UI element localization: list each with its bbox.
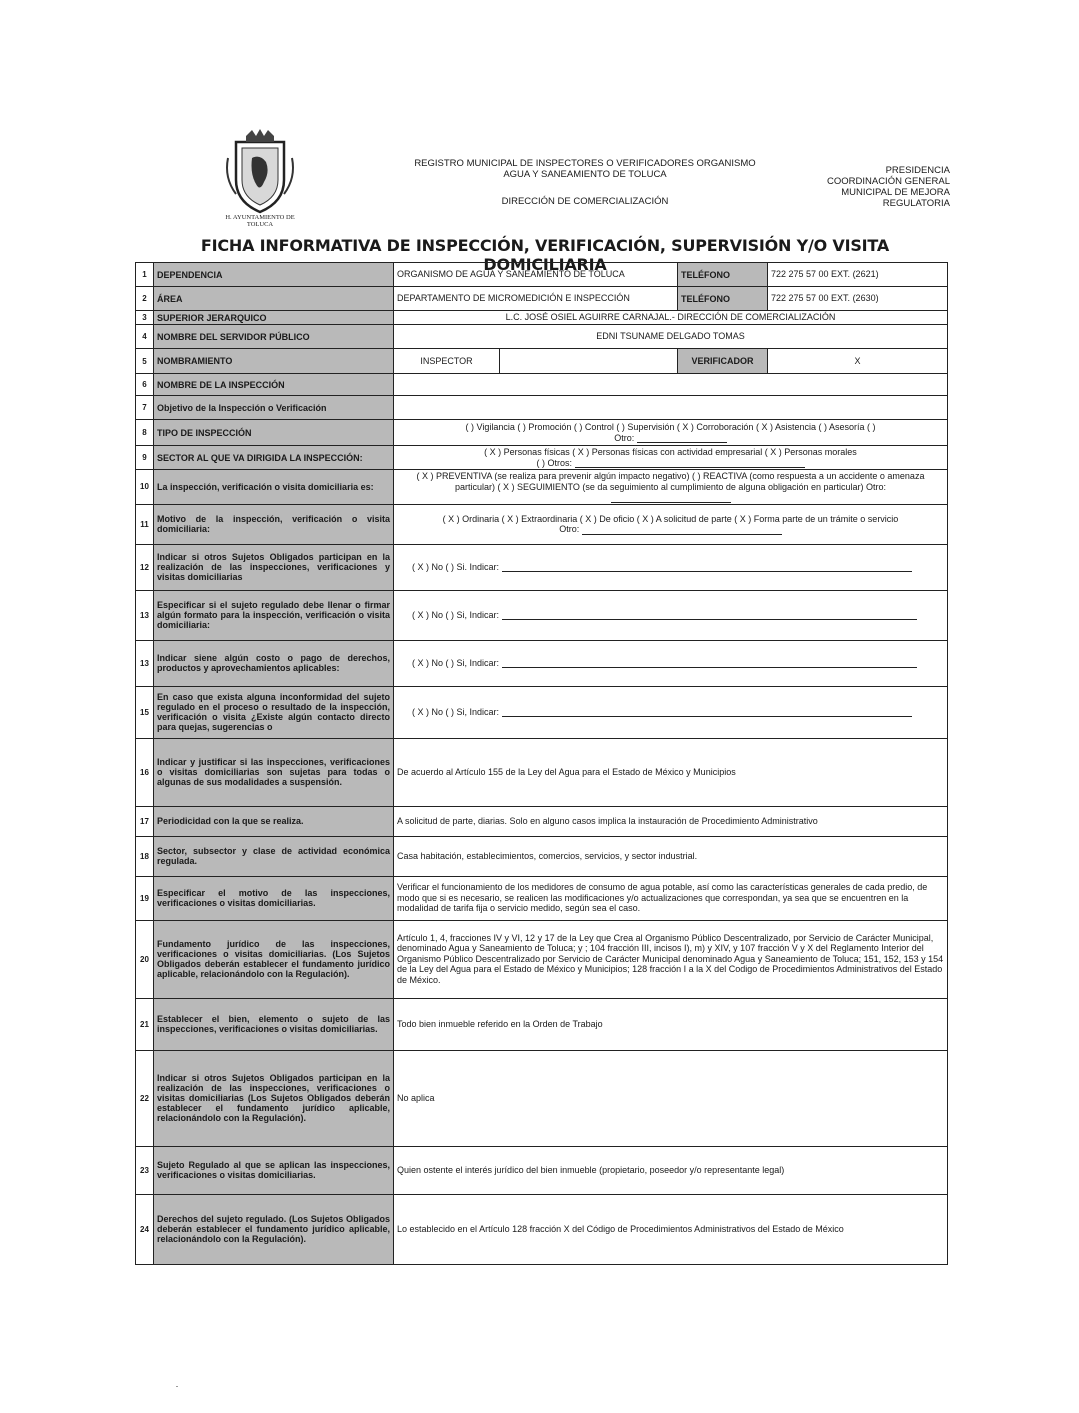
row-label: TIPO DE INSPECCIÓN	[154, 420, 394, 446]
inspection-motive-value: Verificar el funcionamiento de los medidores de consumo de agua potable, así como las características generales de cada predio, de modo que si es necesario, se realicen las modificaciones y/o actualizaciones que correspondan, ya sea que se encuentren en la modalidad de tarifa fija o servicio medido, según sea el caso.	[394, 876, 948, 920]
regulated-subject-value: Quien ostente el interés jurídico del bien inmueble (propietario, poseedor y/o representante legal)	[394, 1146, 948, 1194]
row-label: SECTOR AL QUE VA DIRIGIDA LA INSPECCIÓN:	[154, 446, 394, 470]
coordination-text: COORDINACIÓN GENERAL	[827, 176, 950, 187]
other-blank	[637, 433, 727, 443]
row-label: Indicar y justificar si las inspecciones, verificaciones o visitas domiciliarias son sujetas para todas o algunas de sus modalidades a suspensión.	[154, 738, 394, 806]
presidency-text: PRESIDENCIA	[885, 165, 950, 176]
registry-title: REGISTRO MUNICIPAL DE INSPECTORES O VERIFICADORES ORGANISMO	[414, 158, 756, 169]
inspection-type-value	[394, 420, 948, 446]
sector-options: ( X ) Personas físicas ( X ) Personas físicas con actividad empresarial ( X ) Personas morales	[484, 447, 857, 457]
row-label: Sector, subsector y clase de actividad económica regulada.	[154, 836, 394, 876]
phone-label: TELÉFONO	[678, 287, 768, 311]
direction-name: DIRECCIÓN DE COMERCIALIZACIÓN	[501, 196, 669, 207]
row-label: Fundamento jurídico de las inspecciones, verificaciones o visitas domiciliarias. (Los Sujetos Obligados deberán establecer el fundamento jurídico aplicable, relacionándolo con la Regulación).	[154, 920, 394, 998]
legal-basis-value: Artículo 1, 4, fracciones IV y VI, 12 y 17 de la Ley que Crea al Organismo Público Descentralizado, por Servicio de Carácter Municipal, denominado Agua y Saneamiento de Toluca; y ; 104 fracción III, incisos I), m) y XIV, y 107 fracción V y X del Reglamento Interior del Organismo Público Descentralizado por Servicio de Carácter Municipal denominado Agua y Saneamiento de Toluca; 151, 152, 153 y 154 de la Ley del Agua para el Estado de México y Municipios; 128 fracción I a la X del Codigo de Procedimientos Administrativos del Estado de México.	[394, 920, 948, 998]
table-row	[136, 544, 948, 590]
inspection-name-value	[394, 374, 948, 396]
row-number: 9	[136, 446, 154, 470]
scan-speck	[176, 1386, 178, 1387]
superior-value: L.C. JOSÉ OSIEL AGUIRRE CARNAJAL.- DIRECCIÓN DE COMERCIALIZACIÓN	[394, 311, 948, 325]
yes-no-options: ( X ) No ( ) Si, Indicar:	[412, 609, 500, 620]
row-label: Derechos del sujeto regulado. (Los Sujetos Obligados deberán establecer el fundamento jurídico aplicable, relacionándolo con la Regulación).	[154, 1194, 394, 1264]
row-number: 4	[136, 325, 154, 349]
area-value: DEPARTAMENTO DE MICROMEDICIÓN E INSPECCIÓN	[394, 287, 678, 311]
row-label: Periodicidad con la que se realiza.	[154, 806, 394, 836]
inspection-form-table	[135, 262, 948, 1265]
other-label: Otro:	[559, 524, 580, 534]
verifier-mark: X	[768, 349, 948, 374]
other-label: Otro:	[614, 432, 635, 443]
table-row	[136, 349, 948, 374]
row-number: 19	[136, 876, 154, 920]
row-number: 21	[136, 998, 154, 1050]
shield-icon	[222, 128, 298, 214]
row-label: NOMBRE DE LA INSPECCIÓN	[154, 374, 394, 396]
other-blank	[582, 525, 782, 535]
indicate-blank	[502, 707, 912, 717]
cost-value	[394, 640, 948, 686]
row-number: 17	[136, 806, 154, 836]
table-row	[136, 1146, 948, 1194]
row-label: SUPERIOR JERARQUICO	[154, 311, 394, 325]
table-row	[136, 311, 948, 325]
row-label: Indicar si otros Sujetos Obligados participan en la realización de las inspecciones, verificaciones o visitas domiciliarias (Los Sujetos Obligados deberán establecer el fundamento jurídico aplicable, relacionándolo con la Regulación).	[154, 1050, 394, 1146]
row-number: 13	[136, 590, 154, 640]
row-number: 18	[136, 836, 154, 876]
reason-options: ( X ) Ordinaria ( X ) Extraordinaria ( X ) De oficio ( X ) A solicitud de parte ( X ) Forma parte de un trámite o servicio	[442, 513, 899, 524]
row-number: 12	[136, 544, 154, 590]
table-row	[136, 325, 948, 349]
row-number: 1	[136, 263, 154, 287]
row-label: Indicar siene algún costo o pago de derechos, productos y aprovechamientos aplicables:	[154, 640, 394, 686]
page-title: FICHA INFORMATIVA DE INSPECCIÓN, VERIFICACIÓN, SUPERVISIÓN Y/O VISITA DOMICILIARIA	[200, 236, 890, 274]
document-header	[0, 0, 1079, 274]
sector-value	[394, 446, 948, 470]
sector-activity-value: Casa habitación, establecimientos, comercios, servicios, y sector industrial.	[394, 836, 948, 876]
row-label: DEPENDENCIA	[154, 263, 394, 287]
table-row	[136, 287, 948, 311]
dependency-value: ORGANISMO DE AGUA Y SANEAMIENTO DE TOLUCA	[394, 263, 678, 287]
indicate-blank	[502, 610, 917, 620]
table-row	[136, 920, 948, 998]
row-label: Sujeto Regulado al que se aplican las inspecciones, verificaciones o visitas domiciliarias.	[154, 1146, 394, 1194]
row-number: 22	[136, 1050, 154, 1146]
rights-value: Lo establecido en el Artículo 128 fracción X del Código de Procedimientos Administrativos del Estado de México	[394, 1194, 948, 1264]
row-label: Especificar si el sujeto regulado debe llenar o firmar algún formato para la inspección, verificación o visita domiciliaria:	[154, 590, 394, 640]
row-label: ÁREA	[154, 287, 394, 311]
indicate-blank	[502, 658, 917, 668]
header-right	[800, 165, 950, 209]
row-number: 13	[136, 640, 154, 686]
toluca-coat-of-arms-logo	[222, 128, 298, 230]
row-number: 15	[136, 686, 154, 738]
logo-caption: H. AYUNTAMIENTO DE TOLUCA	[225, 214, 295, 228]
table-row	[136, 374, 948, 396]
phone-value: 722 275 57 00 EXT. (2630)	[768, 287, 948, 311]
periodicity-value: A solicitud de parte, diarias. Solo en alguno casos implica la instauración de Procedimiento Administrativo	[394, 806, 948, 836]
table-row	[136, 420, 948, 446]
indicate-blank	[502, 562, 912, 572]
row-label: Objetivo de la Inspección o Verificación	[154, 396, 394, 420]
subject-good-value: Todo bien inmueble referido en la Orden de Trabajo	[394, 998, 948, 1050]
row-number: 3	[136, 311, 154, 325]
row-label: NOMBRE DEL SERVIDOR PÚBLICO	[154, 325, 394, 349]
yes-no-options: ( X ) No ( ) Si. Indicar:	[412, 561, 500, 572]
row-number: 7	[136, 396, 154, 420]
table-row	[136, 686, 948, 738]
row-number: 23	[136, 1146, 154, 1194]
objective-value	[394, 396, 948, 420]
table-row	[136, 263, 948, 287]
table-row	[136, 590, 948, 640]
row-number: 16	[136, 738, 154, 806]
municipal-text: MUNICIPAL DE MEJORA	[841, 187, 950, 198]
regulatory-text: REGULATORIA	[882, 198, 950, 209]
other-blank	[575, 458, 805, 468]
table-row	[136, 738, 948, 806]
row-label: En caso que exista alguna inconformidad del sujeto regulado en el proceso o resultado de la inspección, verificación o visita ¿Existe algún contacto directo para quejas, sugerencias o	[154, 686, 394, 738]
inspection-type-options: ( ) Vigilancia ( ) Promoción ( ) Control ( ) Supervisión ( X ) Corroboración ( X ) Asistencia ( ) Asesoría ( )	[465, 422, 876, 432]
row-number: 20	[136, 920, 154, 998]
phone-value: 722 275 57 00 EXT. (2621)	[768, 263, 948, 287]
other-obligated-value: No aplica	[394, 1050, 948, 1146]
other-blank	[611, 493, 731, 503]
table-row	[136, 998, 948, 1050]
row-number: 5	[136, 349, 154, 374]
row-number: 11	[136, 504, 154, 544]
public-servant-value: EDNI TSUNAME DELGADO TOMAS	[394, 325, 948, 349]
row-number: 2	[136, 287, 154, 311]
inspector-mark	[500, 349, 677, 373]
row-number: 6	[136, 374, 154, 396]
verifier-label: VERIFICADOR	[678, 349, 768, 374]
row-label: Especificar el motivo de las inspecciones, verificaciones o visitas domiciliarias.	[154, 876, 394, 920]
table-row	[136, 470, 948, 505]
other-label: ( ) Otros:	[536, 457, 572, 468]
row-label: Indicar si otros Sujetos Obligados participan en la realización de las inspecciones, verificaciones y visitas domiciliarias	[154, 544, 394, 590]
nature-options: ( X ) PREVENTIVA (se realiza para prevenir algún impacto negativo) ( ) REACTIVA (como respuesta a un accidente o amenaza particular) ( X ) SEGUIMIENTO (se da seguimiento al cumplimiento de alguna obligación en particular) Otro:	[416, 471, 925, 492]
row-label: Establecer el bien, elemento o sujeto de las inspecciones, verificaciones o visitas domiciliarias.	[154, 998, 394, 1050]
reason-value	[394, 504, 948, 544]
row-label: Motivo de la inspección, verificación o visita domiciliaria:	[154, 504, 394, 544]
complaint-contact-value	[394, 686, 948, 738]
table-row	[136, 396, 948, 420]
yes-no-options: ( X ) No ( ) Si, Indicar:	[412, 706, 500, 717]
nature-value	[394, 470, 948, 505]
table-row	[136, 1050, 948, 1146]
table-row	[136, 806, 948, 836]
row-label: La inspección, verificación o visita domiciliaria es:	[154, 470, 394, 505]
row-number: 24	[136, 1194, 154, 1264]
phone-label: TELÉFONO	[678, 263, 768, 287]
inspector-label: INSPECTOR	[394, 349, 500, 373]
table-row	[136, 504, 948, 544]
header-center	[395, 158, 775, 207]
other-subjects-value	[394, 544, 948, 590]
table-row	[136, 446, 948, 470]
table-row	[136, 640, 948, 686]
organism-name: AGUA Y SANEAMIENTO DE TOLUCA	[503, 169, 667, 180]
row-label: NOMBRAMIENTO	[154, 349, 394, 374]
yes-no-options: ( X ) No ( ) Si, Indicar:	[412, 657, 500, 668]
appointment-cell	[394, 349, 678, 374]
table-row	[136, 1194, 948, 1264]
row-number: 10	[136, 470, 154, 505]
table-row	[136, 836, 948, 876]
suspension-value: De acuerdo al Artículo 155 de la Ley del Agua para el Estado de México y Municipios	[394, 738, 948, 806]
row-number: 8	[136, 420, 154, 446]
table-row	[136, 876, 948, 920]
format-value	[394, 590, 948, 640]
